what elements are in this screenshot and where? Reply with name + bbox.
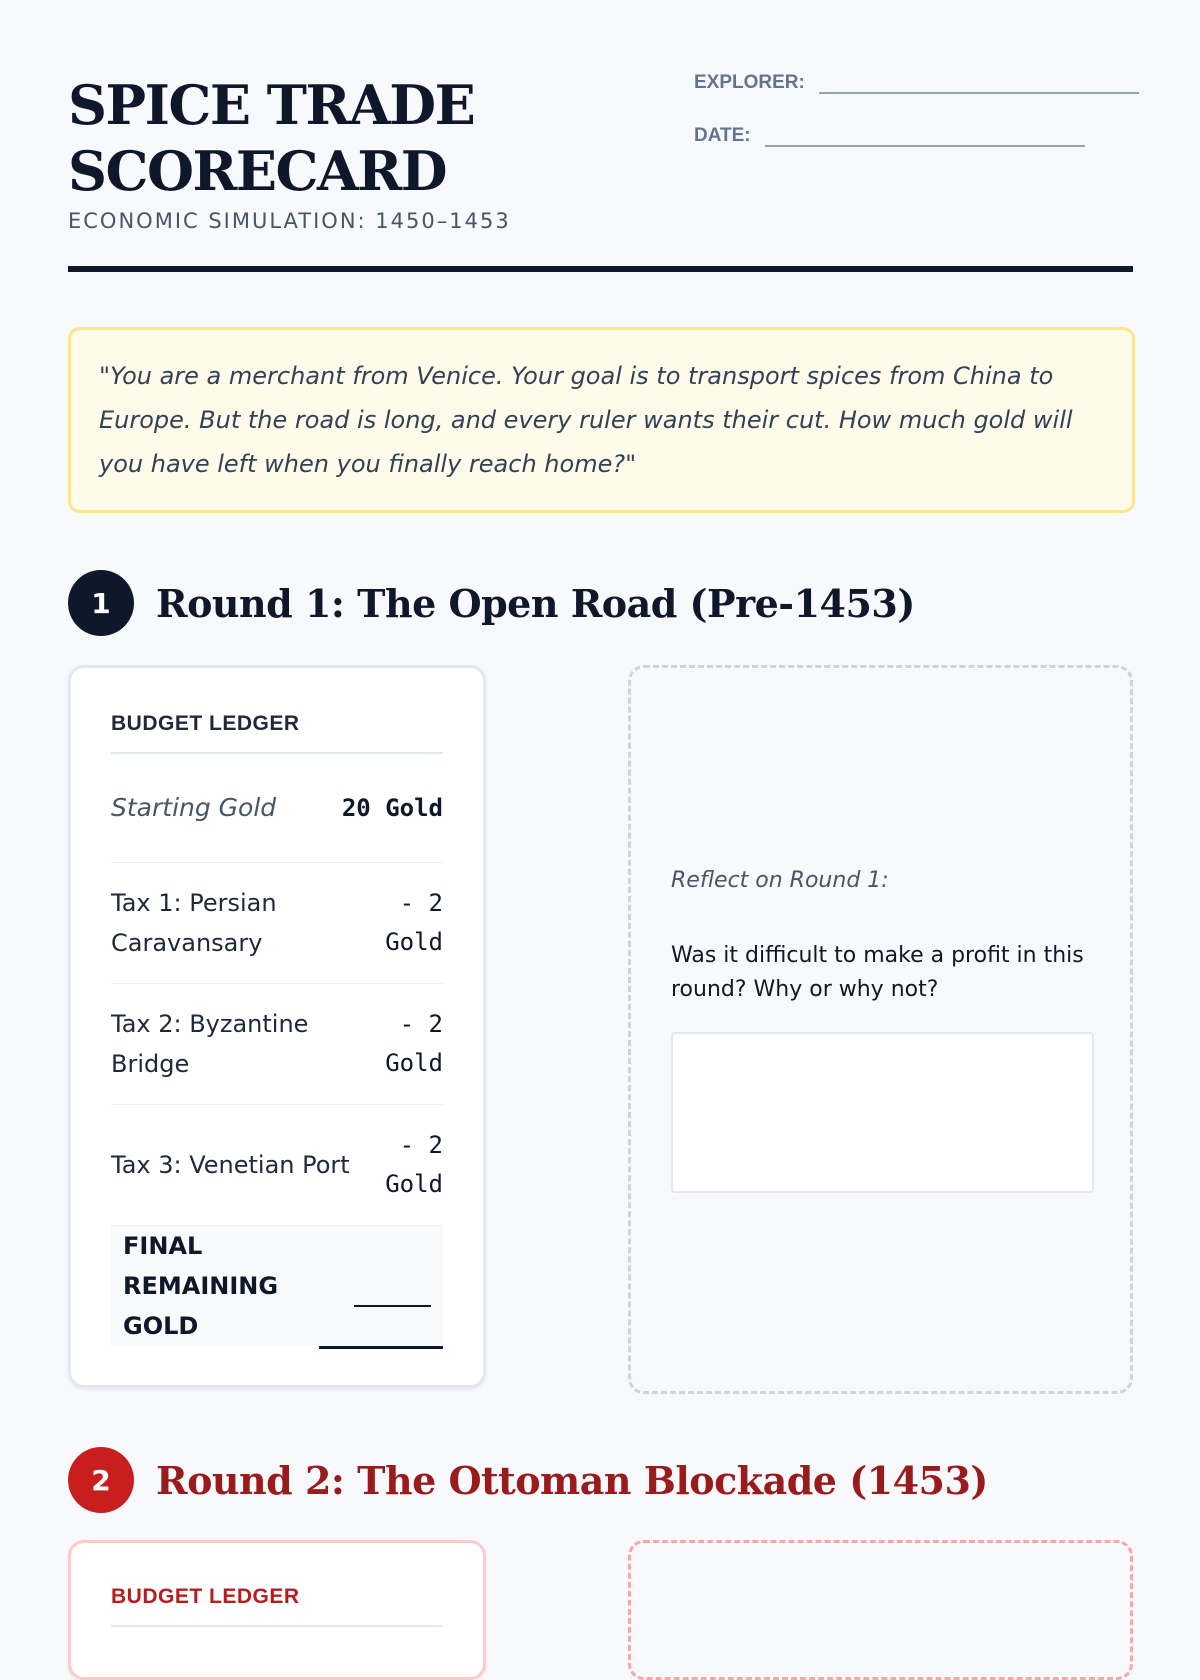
final-gold-label: FINAL REMAINING GOLD <box>123 1232 279 1340</box>
final-gold-input-line[interactable] <box>354 1265 431 1307</box>
round-2-badge: 2 <box>68 1447 134 1513</box>
round-1-badge: 1 <box>68 570 134 636</box>
title-line-1: SPICE TRADE <box>68 73 475 137</box>
ledger-title: BUDGET LEDGER <box>111 668 443 754</box>
starting-gold-value: 20 Gold <box>341 793 443 822</box>
starting-gold-label: Starting Gold <box>111 793 277 822</box>
reflection-question: Was it difficult to make a profit in this round? Why or why not? <box>671 943 1084 1002</box>
tax-amount: - 2 <box>399 889 443 917</box>
reflection-prompt: Reflect on Round 1: <box>671 868 889 893</box>
tax-row <box>111 1105 443 1226</box>
reflection-answer-box[interactable] <box>671 1032 1094 1193</box>
tax-label: Tax 2: Byzantine Bridge <box>111 1010 309 1078</box>
page-title <box>68 72 628 204</box>
ledger-title: BUDGET LEDGER <box>111 1543 443 1627</box>
tax-label: Tax 3: Venetian Port <box>111 1151 350 1179</box>
tax-value <box>352 1005 443 1083</box>
final-gold-row <box>111 1226 443 1346</box>
round-2-heading <box>68 1447 988 1513</box>
tax-row <box>111 863 443 984</box>
starting-gold-row <box>111 754 443 863</box>
date-field <box>694 125 1085 147</box>
tax-unit: Gold <box>385 928 443 956</box>
tax-amount: - 2 <box>399 1010 443 1038</box>
round-2-reflection-card <box>628 1540 1133 1680</box>
round-1-title: Round 1: The Open Road (Pre-1453) <box>156 580 915 626</box>
date-input-line[interactable] <box>765 125 1085 147</box>
round-1-heading <box>68 570 915 636</box>
explorer-input-line[interactable] <box>819 72 1139 94</box>
tax-value <box>352 884 443 962</box>
explorer-field <box>694 72 1139 94</box>
header-divider <box>68 266 1133 272</box>
final-gold-underline <box>319 1346 443 1349</box>
tax-value <box>352 1126 443 1204</box>
tax-unit: Gold <box>385 1049 443 1077</box>
explorer-label: EXPLORER: <box>694 72 805 93</box>
round-2-title: Round 2: The Ottoman Blockade (1453) <box>156 1457 988 1503</box>
date-label: DATE: <box>694 125 751 146</box>
title-line-2: SCORECARD <box>68 139 447 203</box>
page-subtitle: ECONOMIC SIMULATION: 1450–1453 <box>68 209 511 233</box>
intro-quote: "You are a merchant from Venice. Your goal is to transport spices from China to Europe. But the road is long, and every ruler wants their cut. How much gold will you have left when you finally reach home?" <box>68 327 1135 513</box>
round-2-budget-ledger <box>68 1540 486 1680</box>
round-1-reflection-card <box>628 665 1133 1394</box>
round-1-budget-ledger <box>68 665 486 1388</box>
tax-unit: Gold <box>385 1170 443 1198</box>
tax-row <box>111 984 443 1105</box>
tax-amount: - 2 <box>399 1131 443 1159</box>
tax-label: Tax 1: Persian Caravansary <box>111 889 277 957</box>
